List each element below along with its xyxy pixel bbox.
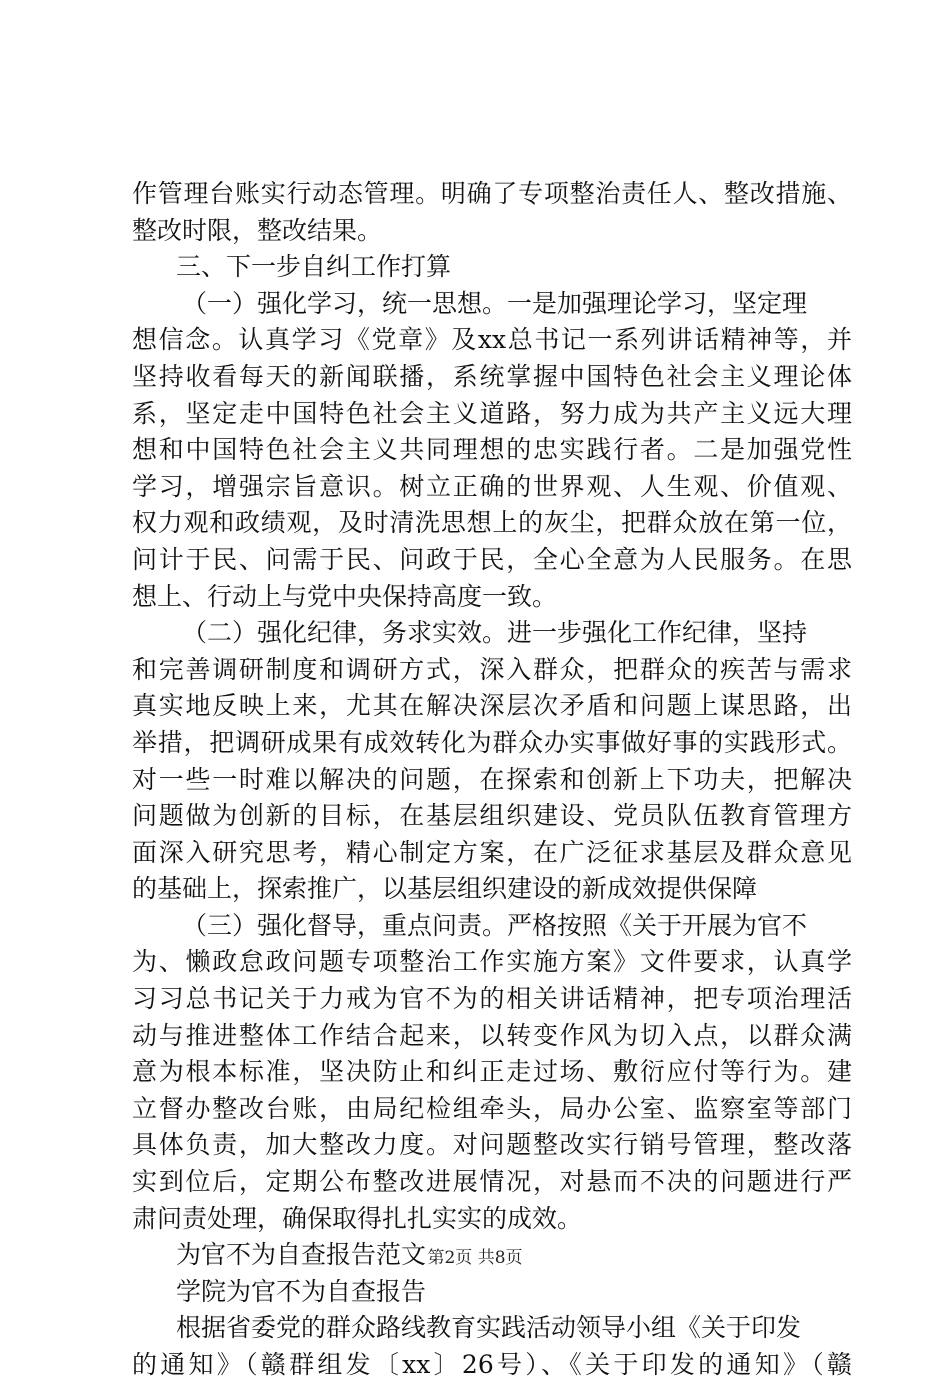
text-line: 根据省委党的群众路线教育实践活动领导小组《关于印发 xyxy=(176,1313,802,1343)
text-line: （三）强化督导，重点问责。严格按照《关于开展为官不 xyxy=(182,910,808,940)
text-line: 的基础上，探索推广，以基层组织建设的新成效提供保障 xyxy=(132,874,758,904)
text-line: 对一些一时难以解决的问题，在探索和创新上下功夫，把解决 xyxy=(132,764,852,794)
text-line: 和完善调研制度和调研方式，深入群众，把群众的疾苦与需求 xyxy=(132,654,852,684)
text-line: 肃问责处理，确保取得扎扎实实的成效。 xyxy=(132,1203,583,1233)
text-line: 为官不为自查报告范文 xyxy=(176,1240,427,1270)
text-line: 举措，把调研成果有成效转化为群众办实事做好事的实践形式。 xyxy=(132,727,852,757)
page-footer xyxy=(0,1243,950,1268)
text-line: 为、懒政怠政问题专项整治工作实施方案》文件要求，认真学 xyxy=(132,947,852,977)
text-line: 作管理台账实行动态管理。明确了专项整治责任人、整改措施、 xyxy=(132,179,852,208)
text-line: 坚持收看每天的新闻联播，系统掌握中国特色社会主义理论体 xyxy=(132,361,852,391)
text-line: 真实地反映上来，尤其在解决深层次矛盾和问题上谋思路，出 xyxy=(132,691,852,721)
text-line: 意为根本标准，坚决防止和纠正走过场、敷衍应付等行为。建 xyxy=(132,1057,852,1087)
text-line: 实到位后，定期公布整改进展情况，对悬而不决的问题进行严 xyxy=(132,1167,852,1197)
text-line: 系，坚定走中国特色社会主义道路，努力成为共产主义远大理 xyxy=(132,398,852,428)
text-line: 权力观和政绩观，及时清洗思想上的灰尘，把群众放在第一位， xyxy=(132,508,852,538)
text-line: 动与推进整体工作结合起来，以转变作风为切入点，以群众满 xyxy=(132,1020,852,1050)
page-number-label: 第2页 共8页 xyxy=(427,1248,523,1268)
text-line: （二）强化纪律，务求实效。进一步强化工作纪律，坚持 xyxy=(182,618,808,648)
text-line: 整改时限，整改结果。 xyxy=(132,215,383,245)
text-line: 具体负责，加大整改力度。对问题整改实行销号管理，整改落 xyxy=(132,1130,852,1160)
text-line: 面深入研究思考，精心制定方案，在广泛征求基层及群众意见 xyxy=(132,837,852,867)
text-line: 想信念。认真学习《党章》及xx总书记一系列讲话精神等，并 xyxy=(132,325,852,355)
text-line: 想上、行动上与党中央保持高度一致。 xyxy=(132,581,558,611)
text-line: （一）强化学习，统一思想。一是加强理论学习，坚定理 xyxy=(182,288,808,318)
document-body xyxy=(132,176,852,1384)
text-line: 习习总书记关于力戒为官不为的相关讲话精神，把专项治理活 xyxy=(132,984,852,1014)
text-line: 立督办整改台账，由局纪检组牵头，局办公室、监察室等部门 xyxy=(132,1093,852,1123)
text-line: 三、下一步自纠工作打算 xyxy=(176,252,452,282)
text-line: 学院为官不为自查报告 xyxy=(176,1276,427,1306)
text-line: 想和中国特色社会主义共同理想的忠实践行者。二是加强党性 xyxy=(132,435,852,465)
text-line: 问计于民、问需于民、问政于民，全心全意为人民服务。在思 xyxy=(132,544,852,574)
text-line: 的通知》（赣群组发〔xx〕26号）、《关于印发的通知》（赣 xyxy=(132,1350,852,1379)
text-line: 问题做为创新的目标，在基层组织建设、党员队伍教育管理方 xyxy=(132,801,852,831)
text-line: 学习，增强宗旨意识。树立正确的世界观、人生观、价值观、 xyxy=(132,471,852,501)
